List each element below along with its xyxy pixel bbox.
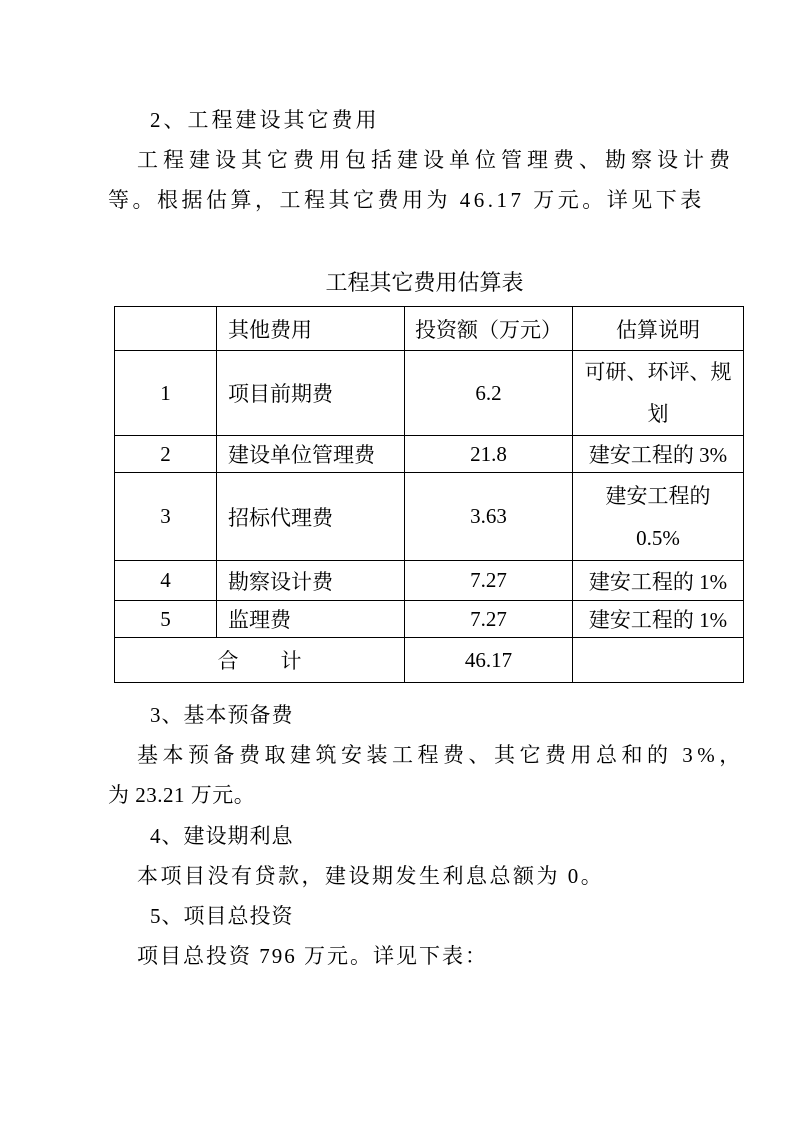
cost-estimate-table bbox=[114, 306, 744, 683]
paragraph-line: 本项目没有贷款，建设期发生利息总额为 0。 bbox=[137, 863, 605, 888]
paragraph-line: 等。根据估算，工程其它费用为 46.17 万元。详见下表 bbox=[108, 188, 705, 212]
body-paragraphs bbox=[108, 695, 763, 976]
amount-cell: 3.63 bbox=[405, 473, 573, 561]
total-note-cell bbox=[573, 638, 744, 683]
note-line: 0.5% bbox=[636, 525, 680, 550]
amount-cell: 21.8 bbox=[405, 436, 573, 473]
section-heading-3: 3、基本预备费 bbox=[150, 703, 294, 727]
paragraph-line: 工程建设其它费用包括建设单位管理费、勘察设计费 bbox=[137, 148, 735, 172]
table-total-row bbox=[115, 638, 744, 683]
row-number-cell: 5 bbox=[115, 601, 217, 638]
item-cell: 招标代理费 bbox=[217, 473, 405, 561]
note-cell: 建安工程的 1% bbox=[573, 561, 744, 601]
item-cell: 项目前期费 bbox=[217, 351, 405, 436]
table-header-row bbox=[115, 307, 744, 351]
total-label-cell: 合 计 bbox=[115, 638, 405, 683]
amount-cell: 6.2 bbox=[405, 351, 573, 436]
header-cell-item: 其他费用 bbox=[217, 307, 405, 351]
section-heading-5: 5、项目总投资 bbox=[150, 904, 294, 929]
amount-cell: 7.27 bbox=[405, 561, 573, 601]
total-amount-cell: 46.17 bbox=[405, 638, 573, 683]
note-cell: 建安工程的 1% bbox=[573, 601, 744, 638]
row-number-cell: 3 bbox=[115, 473, 217, 561]
section-heading-2: 2、工程建设其它费用 bbox=[150, 108, 380, 132]
header-cell-no bbox=[115, 307, 217, 351]
row-number-cell: 1 bbox=[115, 351, 217, 436]
table-row bbox=[115, 436, 744, 473]
row-number-cell: 2 bbox=[115, 436, 217, 473]
paragraph-line: 为 23.21 万元。 bbox=[108, 783, 256, 808]
note-line: 划 bbox=[647, 402, 669, 426]
item-cell: 监理费 bbox=[217, 601, 405, 638]
note-cell bbox=[573, 351, 744, 436]
item-cell: 建设单位管理费 bbox=[217, 436, 405, 473]
note-cell: 建安工程的 3% bbox=[573, 436, 744, 473]
row-number-cell: 4 bbox=[115, 561, 217, 601]
note-line: 建安工程的 bbox=[605, 483, 711, 508]
paragraph-line: 项目总投资 796 万元。详见下表： bbox=[137, 944, 488, 969]
note-line: 可研、环评、规 bbox=[584, 360, 732, 384]
item-cell: 勘察设计费 bbox=[217, 561, 405, 601]
section-heading-4: 4、建设期利息 bbox=[150, 823, 294, 848]
table-row bbox=[115, 561, 744, 601]
note-cell bbox=[573, 473, 744, 561]
table-row bbox=[115, 601, 744, 638]
header-cell-amount: 投资额（万元） bbox=[405, 307, 573, 351]
table-row bbox=[115, 351, 744, 436]
header-cell-note: 估算说明 bbox=[573, 307, 744, 351]
table-title: 工程其它费用估算表 bbox=[325, 270, 524, 295]
paragraph-line: 基本预备费取建筑安装工程费、其它费用总和的 3%， bbox=[137, 743, 745, 768]
amount-cell: 7.27 bbox=[405, 601, 573, 638]
intro-paragraphs bbox=[108, 100, 763, 220]
table-row bbox=[115, 473, 744, 561]
